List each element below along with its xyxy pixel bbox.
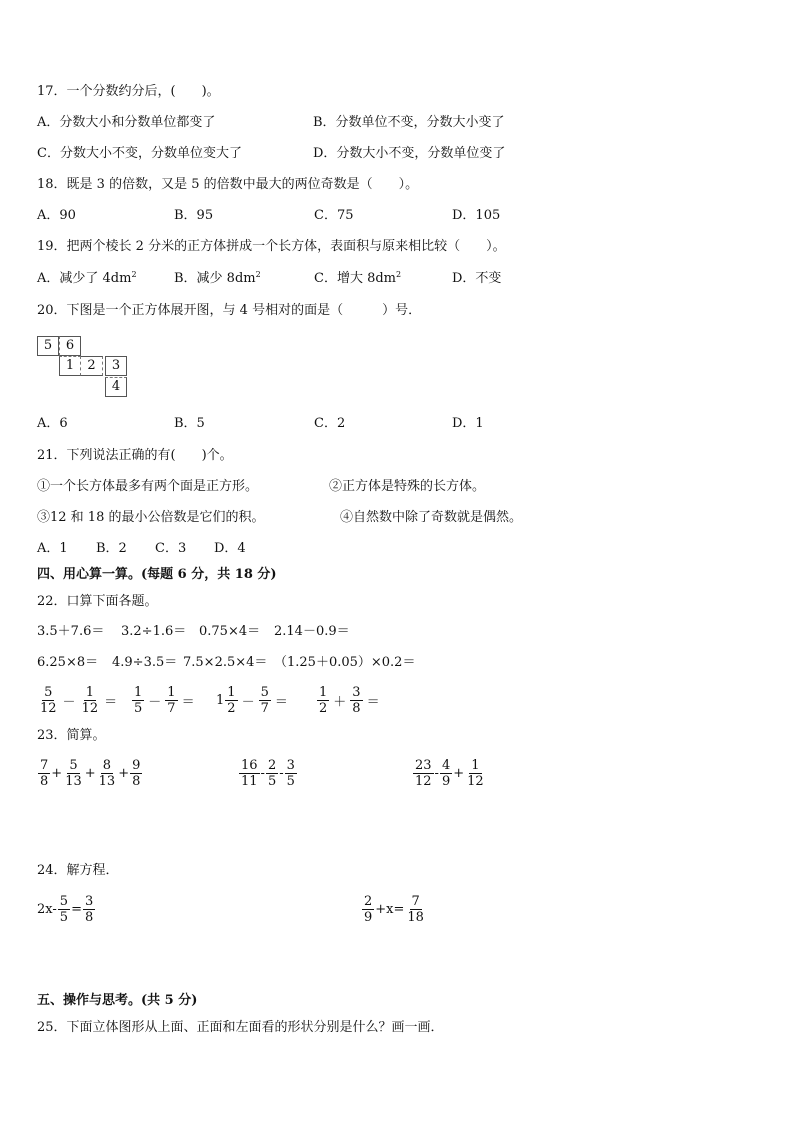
cube-net-figure <box>37 336 137 402</box>
q18-option-d: D．105 <box>452 208 501 223</box>
q20-option-b: B．5 <box>174 416 205 431</box>
q21-stem: 21．下列说法正确的有( )个。 <box>37 448 233 463</box>
q20-option-d: D．1 <box>452 416 484 431</box>
q21-statement-4: ④自然数中除了奇数就是偶然。 <box>340 510 523 525</box>
net-face-1: 1 <box>59 356 81 376</box>
q17-option-b: B．分数单位不变，分数大小变了 <box>313 115 505 130</box>
q20-option-c: C．2 <box>314 416 346 431</box>
q21-statement-2: ②正方体是特殊的长方体。 <box>329 479 486 494</box>
q22-fraction-3: 1 $\frac{1}{2}$ － $\frac{5}{7}$ ＝ <box>216 684 288 716</box>
q21-option-b: B．2 <box>96 541 127 556</box>
q17-stem: 17．一个分数约分后，( )。 <box>37 84 220 99</box>
q19-option-b: B．减少 $8dm^2$ <box>174 270 261 286</box>
q23-expression-3: $\frac{23}{12}$ - $\frac{4}{9}$ + $\frac{1}{12}$ <box>415 757 484 789</box>
q21-option-a: A．1 <box>37 541 68 556</box>
q22-r2-c: 7.5×2.5×4＝ <box>183 655 268 670</box>
q20-option-a: A．6 <box>37 416 68 431</box>
q19-option-d: D．不变 <box>452 271 502 286</box>
q23-expression-1: $\frac{7}{8}$ + $\frac{5}{13}$ + $\frac{8}{13}$ + $\frac{9}{8}$ <box>40 757 141 789</box>
q18-stem: 18．既是 3 的倍数，又是 5 的倍数中最大的两位奇数是（ ）。 <box>37 177 419 192</box>
q22-r1-b: 3.2÷1.6＝ <box>121 624 187 639</box>
net-face-4: 4 <box>105 377 127 397</box>
q21-statement-3: ③12 和 18 的最小公倍数是它们的积。 <box>37 510 265 525</box>
q21-statement-1: ①一个长方体最多有两个面是正方形。 <box>37 479 259 494</box>
q18-option-c: C．75 <box>314 208 354 223</box>
q22-r1-c: 0.75×4＝ <box>199 624 261 639</box>
q22-fraction-4: $\frac{1}{2}$ ＋ $\frac{3}{8}$ ＝ <box>319 684 380 716</box>
net-face-6: 6 <box>59 336 81 356</box>
net-face-2: 2 <box>81 356 103 376</box>
q23-expression-2: $\frac{16}{11}$ - $\frac{2}{5}$ - $\frac{3}{5}$ <box>241 757 295 789</box>
section-4-title: 四、用心算一算。(每题 6 分，共 18 分) <box>37 567 277 582</box>
q22-r2-a: 6.25×8＝ <box>37 655 99 670</box>
q24-equation-1: 2x- $\frac{5}{5}$ = $\frac{3}{8}$ <box>37 893 94 925</box>
q19-option-c: C．增大 $8dm^2$ <box>314 270 402 286</box>
q21-option-c: C．3 <box>155 541 187 556</box>
q22-fraction-1: $\frac{5}{12}$ － $\frac{1}{12}$ ＝ <box>40 684 118 716</box>
q17-option-c: C．分数大小不变，分数单位变大了 <box>37 146 242 161</box>
q21-option-d: D．4 <box>214 541 246 556</box>
q18-option-b: B．95 <box>174 208 214 223</box>
q22-r1-a: 3.5＋7.6＝ <box>37 624 105 639</box>
q19-option-a: A．减少了 $4dm^2$ <box>37 270 137 286</box>
q17-option-d: D．分数大小不变，分数单位变了 <box>313 146 506 161</box>
section-5-title: 五、操作与思考。(共 5 分) <box>37 993 198 1008</box>
q22-fraction-2: $\frac{1}{5}$ － $\frac{1}{7}$ ＝ <box>134 684 195 716</box>
q25-stem: 25．下面立体图形从上面、正面和左面看的形状分别是什么？画一画． <box>37 1020 444 1035</box>
q24-stem: 24．解方程． <box>37 863 119 878</box>
q24-equation-2: $\frac{2}{9}$ +x= $\frac{7}{18}$ <box>364 893 424 925</box>
net-face-3: 3 <box>105 356 127 376</box>
q20-stem: 20．下图是一个正方体展开图，与 4 号相对的面是（ ）号． <box>37 303 422 318</box>
q17-option-a: A．分数大小和分数单位都变了 <box>37 115 216 130</box>
q19-stem: 19．把两个棱长 2 分米的正方体拼成一个长方体，表面积与原来相比较（ ）。 <box>37 239 506 254</box>
q22-r2-b: 4.9÷3.5＝ <box>112 655 178 670</box>
q23-stem: 23．简算。 <box>37 728 106 743</box>
q22-r1-d: 2.14－0.9＝ <box>274 624 350 639</box>
q22-stem: 22．口算下面各题。 <box>37 594 158 609</box>
q18-option-a: A．90 <box>37 208 76 223</box>
net-face-5: 5 <box>37 336 59 356</box>
q22-r2-d: （1.25＋0.05）×0.2＝ <box>274 655 416 670</box>
